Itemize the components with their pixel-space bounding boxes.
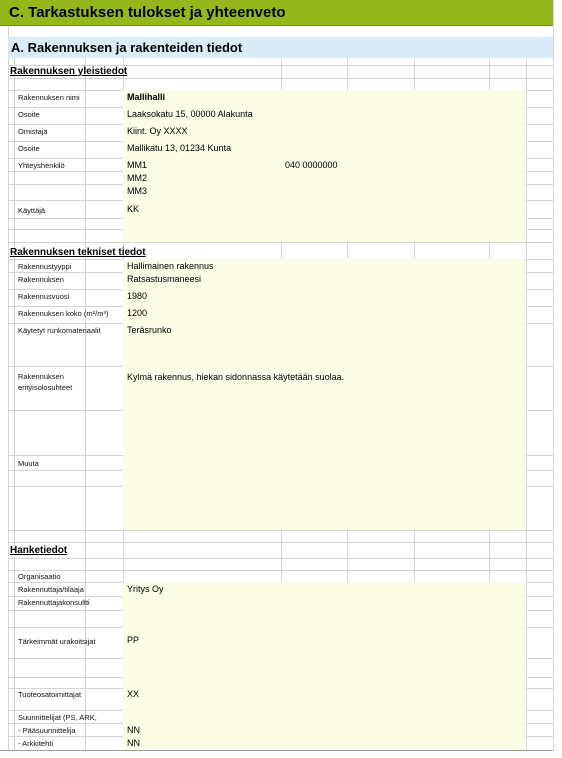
address-label: Osoite [18,110,40,119]
project-info-heading: Hanketiedot [10,545,68,556]
technical-info-area [123,259,526,530]
main-contractors-value[interactable]: PP [127,635,140,645]
organisation-label: Organisaatio [18,572,61,581]
frame-materials-value[interactable]: Teräsrunko [127,325,172,335]
building-use-value[interactable]: Ratsastusmaneesi [127,274,202,284]
product-suppliers-label: Tuoteosatoimittajat [18,690,82,699]
building-year-value[interactable]: 1980 [127,291,148,301]
building-name-label: Rakennuksen nimi [18,93,80,102]
special-conditions-label: Rakennuksen erityisolosuhteet [18,372,73,392]
building-size-value[interactable]: 1200 [127,308,148,318]
address-value[interactable]: Laaksokatu 15, 00000 Alakunta [127,109,253,119]
client-value[interactable]: Yritys Oy [127,584,164,594]
other-label: Muuta [18,459,39,468]
chief-designer-value[interactable]: NN [127,725,140,735]
contact-person-label: Yhteyshenkilö [18,161,65,170]
project-info-area [123,582,526,750]
product-suppliers-value[interactable]: XX [127,689,140,699]
building-type-label: Rakennustyyppi [18,262,72,271]
frame-materials-label: Käytetyt runkomateriaalit [18,326,101,335]
owner-value[interactable]: Kiint. Oy XXXX [127,126,188,136]
contact-person-3[interactable]: MM3 [127,186,147,196]
general-info-heading: Rakennuksen yleistiedot [10,66,128,77]
owner-label: Omistaja [18,127,48,136]
building-name-value[interactable]: Mallihalli [127,92,166,102]
contact-person-2[interactable]: MM2 [127,173,147,183]
architect-value[interactable]: NN [127,738,140,748]
main-contractors-label: Tärkeimmät urakoitsijat [18,637,96,646]
building-use-label: Rakennuksen [18,275,64,284]
owner-address-value[interactable]: Mallikatu 13, 01234 Kunta [127,143,232,153]
contact-phone[interactable]: 040 0000000 [285,160,338,170]
building-size-label: Rakennuksen koko (m²/m³) [18,309,109,318]
page-title: C. Tarkastuksen tulokset ja yhteenveto [0,0,553,26]
designers-label: Suunnittelijat (PS, ARK, [18,713,97,722]
chief-designer-label: - Pääsuunnittelija [18,726,76,735]
building-type-value[interactable]: Hallimainen rakennus [127,261,214,271]
client-label: Rakennuttaja/tilaaja [18,585,84,594]
special-conditions-value[interactable]: Kylmä rakennus, hiekan sidonnassa käytetään suolaa. [127,372,345,382]
building-year-label: Rakennusvuosi [18,292,70,301]
section-a-title: A. Rakennuksen ja rakenteiden tiedot [8,37,553,58]
user-value[interactable]: KK [127,204,140,214]
client-consultant-label: Rakennuttajakonsultti [18,598,90,607]
contact-person-1[interactable]: MM1 [127,160,147,170]
owner-address-label: Osoite [18,144,40,153]
technical-info-heading: Rakennuksen tekniset tiedot [10,247,146,258]
user-label: Käyttäjä [18,206,46,215]
architect-label: - Arkkitehti [18,739,54,748]
